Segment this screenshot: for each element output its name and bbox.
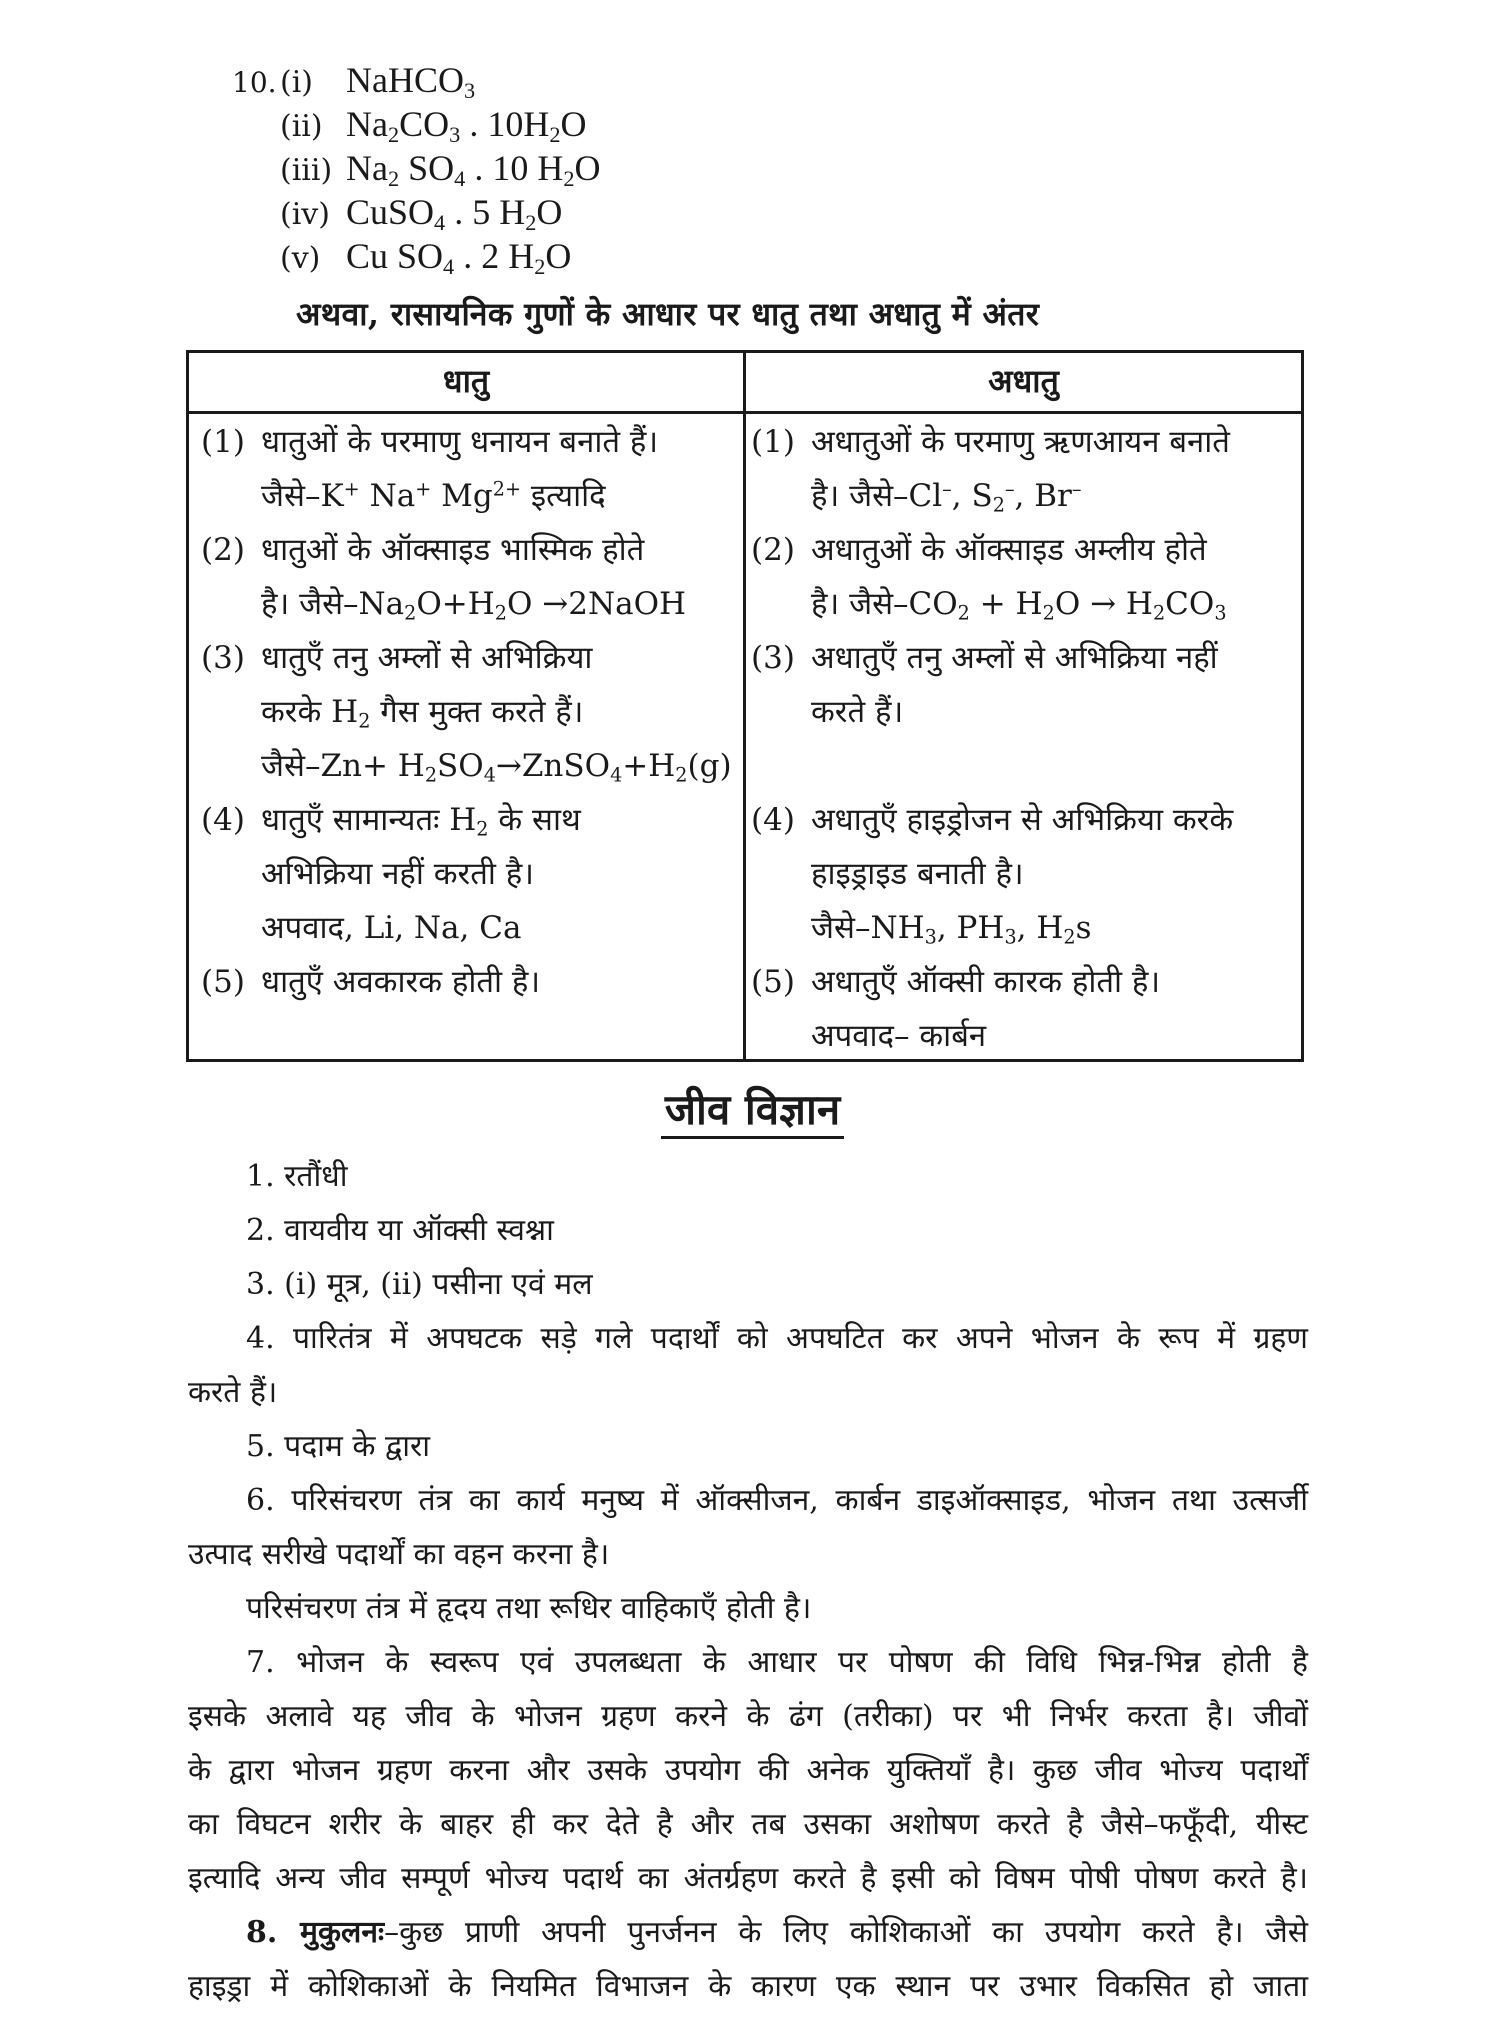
table-point [751,631,1299,793]
point-line [811,1009,1299,1063]
bio-answer-7-line-1: 7. भोजन के स्वरूप एवं उपलब्धता के आधार पर पोषण की विधि भिन्न-भिन्न होती है [246,1645,1308,1680]
text-segment: Na [346,148,388,188]
formula-subscript: 2 [563,166,575,192]
bio-answer-6-line-1: 6. परिसंचरण तंत्र का कार्य मनुष्य में ऑक्सीजन, कार्बन डाइऑक्साइड, भोजन तथा उत्सर्जी [246,1483,1308,1518]
chemical-formula [346,234,571,278]
point-line [811,685,1299,739]
text-segment: , S [951,478,993,514]
text-segment: है। जैसे–Cl [811,478,943,514]
text-segment: अधातुओं के ऑक्साइड अम्लीय होते [811,532,1207,568]
text-segment: इत्यादि [521,478,606,514]
comparison-heading: अथवा, रासायनिक गुणों के आधार पर धातु तथा अधातु में अंतर [296,295,1040,333]
point-text [751,415,1299,523]
text-segment: s [1075,910,1092,946]
text-segment: + H [969,586,1043,622]
point-line [811,415,1299,469]
text-segment: अपवाद– कार्बन [811,1018,987,1054]
text-segment: Na [359,478,416,514]
point-line [811,955,1299,1009]
text-segment: Na [346,104,388,144]
text-segment: O →2NaOH [507,586,687,622]
formula-subscript: 3 [463,78,476,104]
table-header-metal: धातु [442,362,490,400]
chemical-formula [346,190,562,234]
formula-subscript: 4 [443,254,455,280]
point-line [261,415,741,469]
formula-subscript: 2 [358,709,371,733]
formula-subscript: 4 [610,763,623,787]
text-segment: करके H [261,694,359,730]
q10-item [232,190,600,234]
formula-subscript: 2 [549,122,561,148]
text-segment: (g) [687,748,732,784]
point-number: (4) [201,802,245,838]
text-segment: अभिक्रिया नहीं करती है। [261,856,535,892]
text-segment: गैस मुक्त करते हैं। [370,694,584,730]
text-segment: धातुएँ तनु अम्लों से अभिक्रिया [261,640,593,676]
roman-numeral: (iii) [280,153,333,188]
text-segment: SO [437,748,484,784]
point-number: (5) [201,964,245,1000]
table-point [201,793,741,955]
table-point [201,631,741,793]
bio-answer-7-line-5: इत्यादि अन्य जीव सम्पूर्ण भोज्य पदार्थ का अंतर्ग्रहण करते है इसी को विषम पोषी पोषण करते है। [188,1861,1308,1896]
section-title-text: जीव विज्ञान [661,1085,844,1139]
point-text [751,955,1299,1063]
text-segment: . 2 H [454,236,535,276]
q10-item [232,234,600,278]
point-number: (1) [201,424,245,460]
text-segment: . 10H [460,104,550,144]
bio-answer-8-line-2: हाइड्रा में कोशिकाओं के नियमित विभाजन के कारण एक स्थान पर उभार विकसित हो जाता [188,1969,1308,2004]
text-segment: , PH [936,910,1005,946]
table-point [751,415,1299,523]
point-text [201,523,741,631]
text-segment: CuSO [346,192,435,232]
formula-subscript: 2 [424,763,438,787]
text-segment: CO [399,104,450,144]
point-line [261,739,741,793]
point-number: (2) [751,532,795,568]
text-segment: धातुएँ सामान्यतः H [261,802,477,838]
table-point [751,955,1299,1063]
formula-supscript: – [1071,477,1082,501]
point-number: (4) [751,802,795,838]
blank-line [811,739,1299,793]
text-segment: O → H [1054,586,1153,622]
metal-nonmetal-table [186,350,1304,1062]
bio-answer-8-line-1 [188,1906,1308,1960]
formula-subscript: 2 [387,122,400,148]
text-segment: Cu SO [346,236,444,276]
table-column-divider [743,353,746,1059]
text-segment: धातुओं के परमाणु धनायन बनाते हैं। [261,424,659,460]
text-segment: . 10 H [465,148,564,188]
bio-answer-7-line-2: इसके अलावे यह जीव के भोजन ग्रहण करने के ढंग (तरीका) पर भी निर्भर करता है। जीवों [188,1699,1308,1734]
formula-subscript: 2 [494,601,508,625]
text-segment: हाइड्राइड बनाती है। [811,856,1024,892]
point-text [201,793,741,955]
point-number: (1) [751,424,795,460]
text-segment: अपवाद, Li, Na, Ca [261,910,522,946]
formula-subscript: 2 [387,166,400,192]
formula-subscript: 2 [534,254,546,280]
point-line [811,901,1299,955]
chemical-formula [346,102,586,146]
text-segment: करते हैं। [811,694,904,730]
table-point [201,955,741,1009]
point-line [261,901,741,955]
formula-subscript: 2 [1042,601,1055,625]
roman-numeral: (iv) [280,197,330,232]
biology-answers [188,1150,1308,2014]
bio-answer-4-line-1: 4. पारितंत्र में अपघटक सड़े गले पदार्थों को अपघटित कर अपने भोजन के रूप में ग्रहण [246,1321,1308,1356]
q10-item [232,58,600,102]
table-point [751,793,1299,955]
formula-subscript: 2 [404,601,417,625]
point-text [751,631,1299,793]
question-10-answers [232,58,600,278]
formula-subscript: 3 [1214,601,1227,625]
q10-item [232,102,600,146]
q10-item [232,146,600,190]
text-segment: जैसे–NH [811,910,925,946]
text-segment: →ZnSO [495,748,611,784]
table-point [751,523,1299,631]
point-line [811,523,1299,577]
formula-subscript: 2 [957,601,970,625]
text-segment: +H [622,748,676,784]
formula-subscript: 4 [454,166,466,192]
formula-subscript: 2 [1063,925,1076,949]
point-line [811,793,1299,847]
text-segment: अधातुओं के परमाणु ऋणआयन बनाते [811,424,1230,460]
roman-numeral: (v) [280,241,321,276]
text-segment: NaHCO [346,60,464,100]
point-number: (2) [201,532,245,568]
text-segment: है। जैसे–Na [261,586,405,622]
text-segment: O [545,236,572,276]
point-text [751,523,1299,631]
bio-answer-6-line-2: उत्पाद सरीखे पदार्थों का वहन करना है। [188,1537,610,1572]
text-segment: है। जैसे–CO [811,586,958,622]
formula-subscript: 2 [992,493,1005,517]
point-line [261,631,741,685]
point-line [261,469,741,523]
table-header-nonmetal: अधातु [988,362,1059,400]
formula-supscript: – [942,477,952,501]
text-segment: जैसे–Zn+ H [261,748,425,784]
bio-answer-8-line-1-text: –कुछ प्राणी अपनी पुनर्जनन के लिए कोशिकाओं का उपयोग करते है। जैसे [384,1915,1309,1950]
roman-numeral: (i) [280,65,314,100]
formula-subscript: 3 [924,925,937,949]
formula-subscript: 4 [483,763,496,787]
section-title [0,1080,1505,1137]
point-line [261,685,741,739]
text-segment: SO [399,148,455,188]
point-line [261,577,741,631]
point-number: (3) [201,640,245,676]
formula-subscript: 2 [476,817,489,841]
point-text [751,793,1299,955]
bio-answer-2: 2. वायवीय या ऑक्सी स्वश्ना [246,1213,554,1248]
text-segment: जैसे–K [261,478,344,514]
text-segment: अधातुएँ तनु अम्लों से अभिक्रिया नहीं [811,640,1218,676]
bio-answer-3: 3. (i) मूत्र, (ii) पसीना एवं मल [246,1267,593,1302]
point-line [261,523,741,577]
table-point [201,415,741,523]
bio-answer-5: 5. पदाम के द्वारा [246,1429,431,1464]
point-line [261,955,741,1009]
formula-supscript: – [1004,477,1015,501]
table-column-nonmetal [751,415,1299,1063]
bio-answer-8-label: 8. मुकुलनः [246,1915,385,1950]
text-segment: O [574,148,601,188]
text-segment: धातुएँ अवकारक होती है। [261,964,541,1000]
chemical-formula [346,58,475,102]
formula-supscript: + [415,477,432,501]
formula-subscript: 2 [1152,601,1166,625]
point-line [811,631,1299,685]
formula-subscript: 3 [449,122,461,148]
text-segment: धातुओं के ऑक्साइड भास्मिक होते [261,532,645,568]
text-segment: के साथ [488,802,581,838]
bio-answer-1: 1. रतौंधी [246,1159,348,1194]
text-segment: , H [1016,910,1064,946]
bio-answer-7-line-4: का विघटन शरीर के बाहर ही कर देते है और तब उसका अशोषण करते है जैसे–फफूँदी, यीस्ट [188,1807,1308,1842]
table-point [201,523,741,631]
point-line [811,577,1299,631]
formula-supscript: 2+ [492,477,522,501]
bio-answer-4-line-2: करते हैं। [188,1375,278,1410]
formula-subscript: 4 [434,210,446,236]
point-text [201,955,741,1009]
text-segment: Mg [431,478,493,514]
point-line [811,847,1299,901]
text-segment: . 5 H [445,192,526,232]
point-text [201,415,741,523]
chemical-formula [346,146,600,190]
point-number: (3) [751,640,795,676]
text-segment: अधातुएँ ऑक्सी कारक होती है। [811,964,1161,1000]
table-column-metal [201,415,741,1009]
text-segment: , Br [1014,478,1072,514]
formula-subscript: 2 [675,763,688,787]
point-line [261,793,741,847]
question-number: 10. [232,66,277,99]
text-segment: O [560,104,587,144]
point-text [201,631,741,793]
formula-subscript: 3 [1004,925,1017,949]
text-segment: O [536,192,563,232]
roman-numeral: (ii) [280,109,323,144]
point-line [811,469,1299,523]
bio-answer-7-line-3: के द्वारा भोजन ग्रहण करना और उसके उपयोग की अनेक युक्तियाँ है। कुछ जीव भोज्य पदार्थों [188,1753,1308,1788]
text-segment: अधातुएँ हाइड्रोजन से अभिक्रिया करके [811,802,1234,838]
text-segment: O+H [416,586,495,622]
point-number: (5) [751,964,795,1000]
formula-supscript: + [343,477,360,501]
bio-answer-6-line-3: परिसंचरण तंत्र में हृदय तथा रूधिर वाहिकाएँ होती है। [246,1591,812,1626]
text-segment: CO [1165,586,1215,622]
point-line [261,847,741,901]
formula-subscript: 2 [525,210,537,236]
